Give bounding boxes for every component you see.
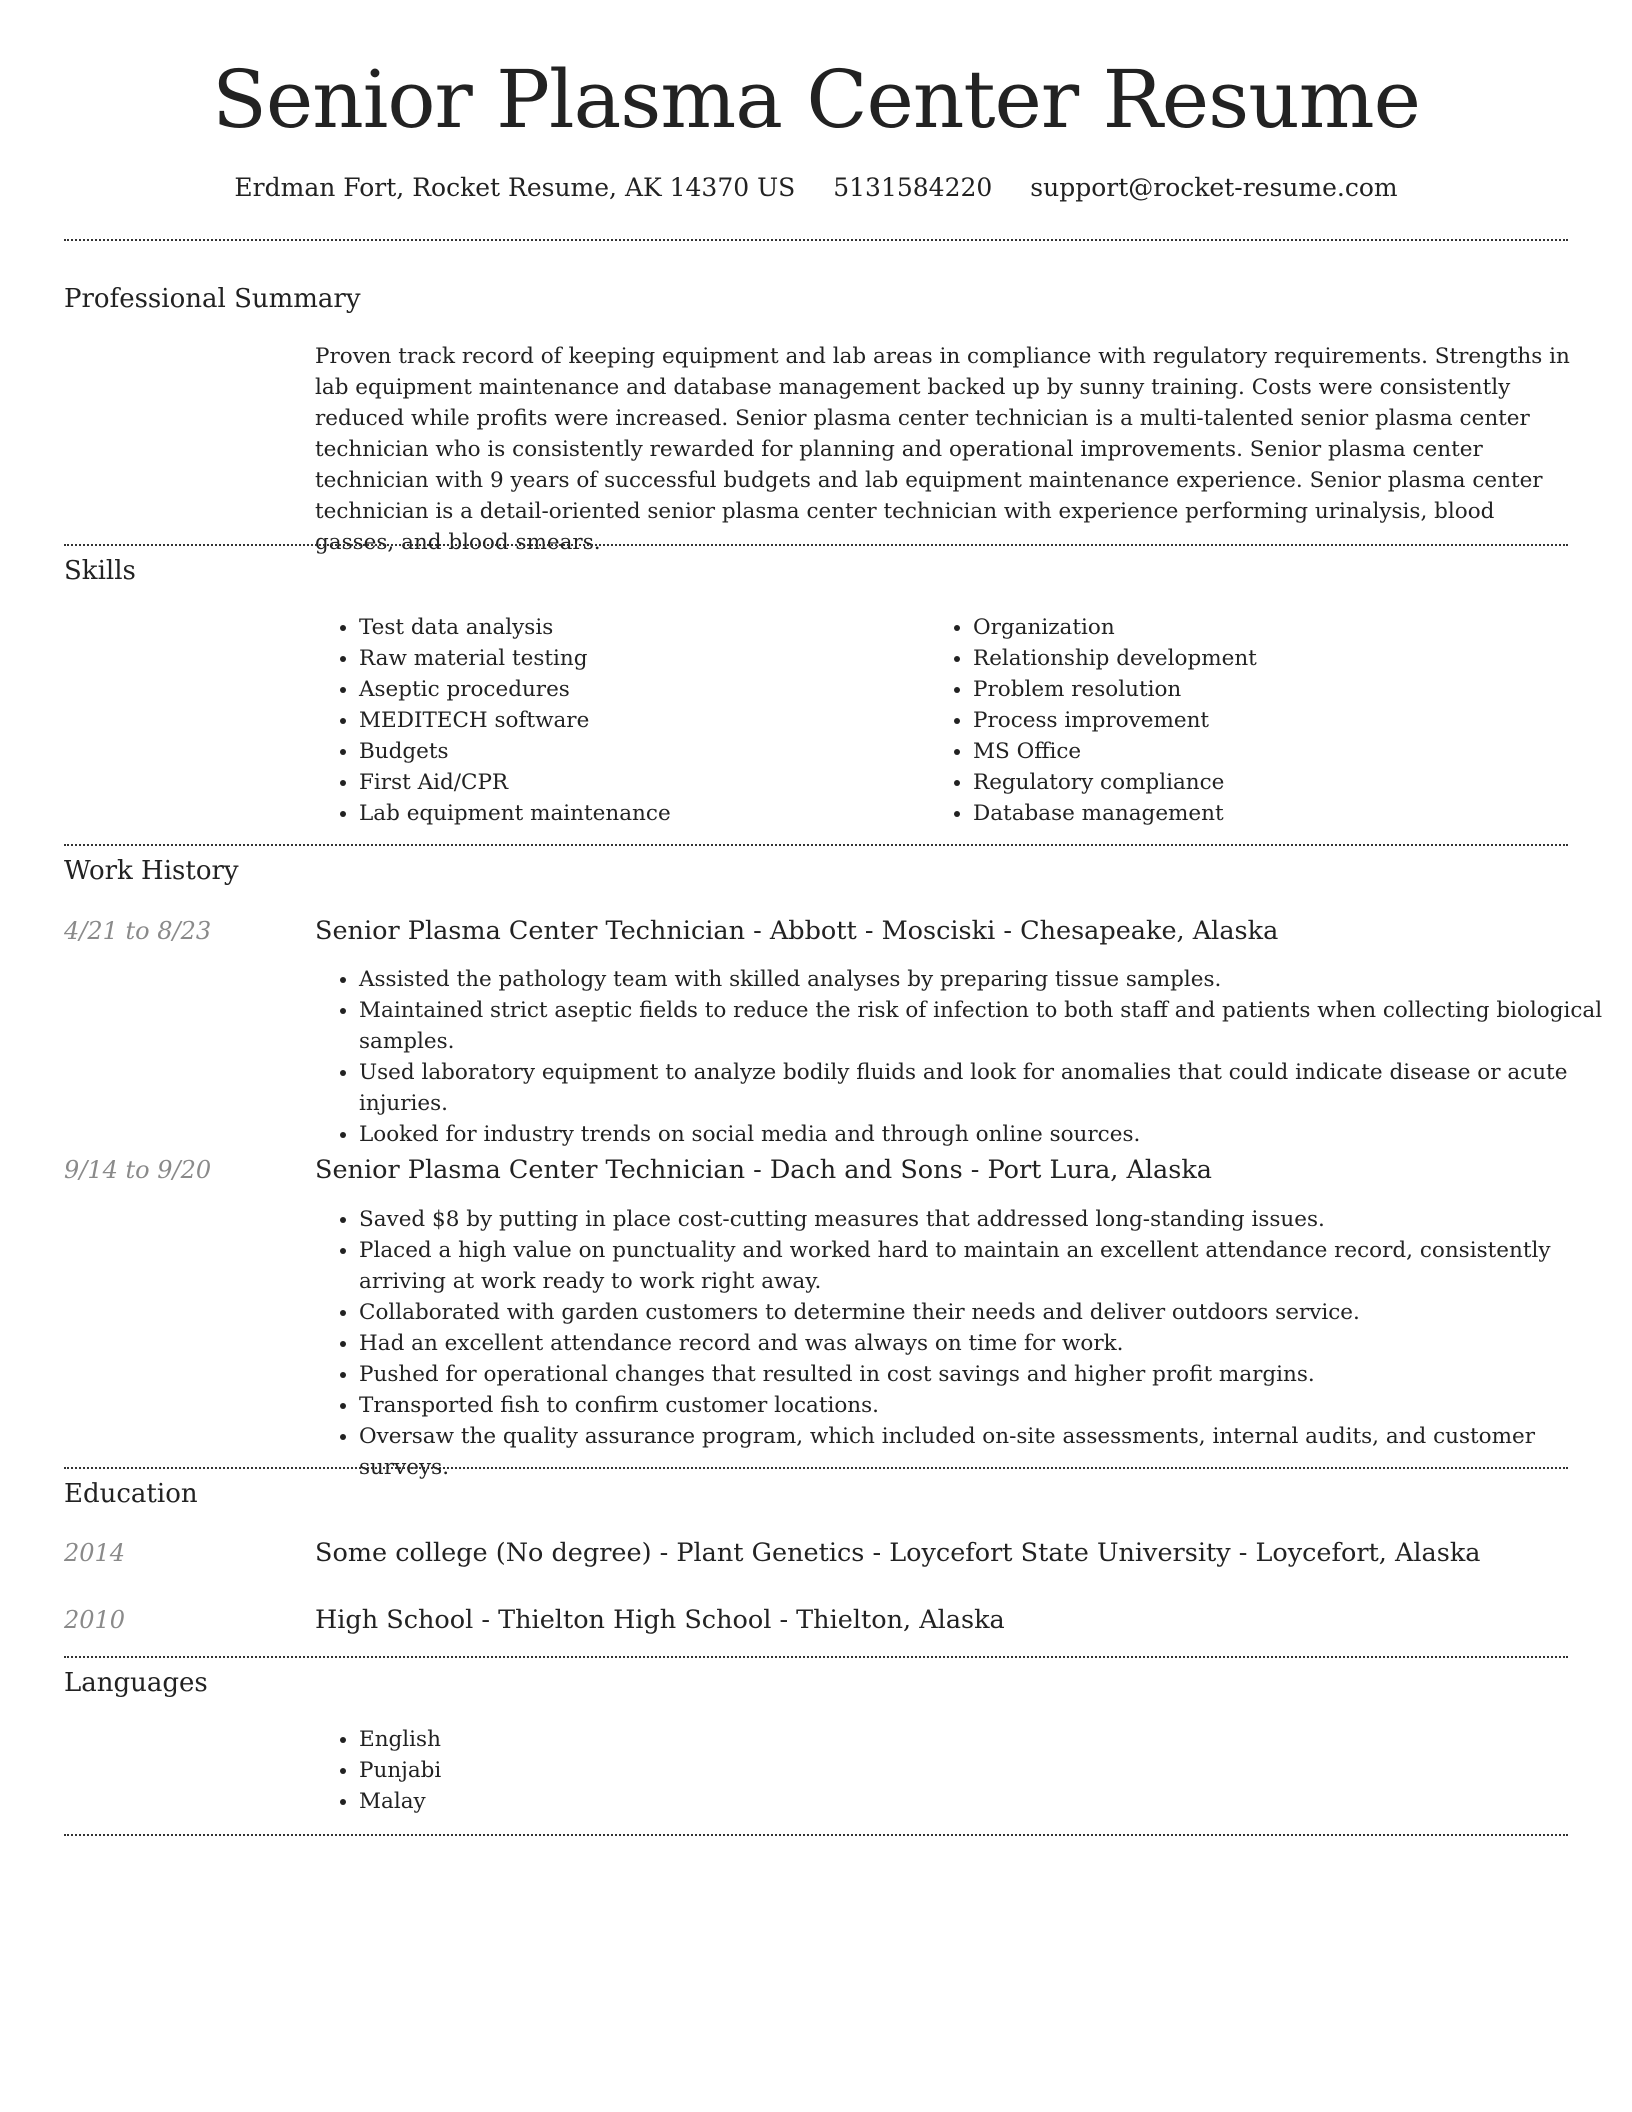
job-bullet: • Assisted the pathology team with skilled analyses by preparing tissue samples. [359, 964, 1614, 995]
contact-phone: 5131584220 [833, 173, 993, 202]
skill-item: • Problem resolution [973, 674, 1573, 705]
skill-item: • Raw material testing [359, 643, 919, 674]
skill-item: • Aseptic procedures [359, 674, 919, 705]
job-dates: 9/14 to 9/20 [64, 1156, 212, 1184]
skill-item: • MEDITECH software [359, 705, 919, 736]
education-entry: High School - Thielton High School - Thielton, Alaska [315, 1605, 1005, 1635]
job-bullet: • Looked for industry trends on social media and through online sources. [359, 1119, 1614, 1150]
contact-line [0, 170, 1632, 206]
section-divider [64, 1467, 1568, 1469]
section-divider [64, 844, 1568, 846]
skill-item: • Database management [973, 798, 1573, 829]
section-divider [64, 1656, 1568, 1658]
skill-item: • First Aid/CPR [359, 767, 919, 798]
skill-item: • Lab equipment maintenance [359, 798, 919, 829]
summary-heading: Professional Summary [64, 284, 361, 314]
languages-list [315, 1724, 959, 1817]
section-divider [64, 239, 1568, 241]
contact-email: support@rocket-resume.com [1030, 173, 1398, 202]
job-bullet: • Transported fish to confirm customer locations. [359, 1390, 1614, 1421]
section-divider [64, 1834, 1568, 1836]
language-item: • English [359, 1724, 959, 1755]
job-title: Senior Plasma Center Technician - Dach and Sons - Port Lura, Alaska [315, 1155, 1212, 1185]
languages-heading: Languages [64, 1668, 208, 1698]
skill-item: • Process improvement [973, 705, 1573, 736]
job-bullet: • Saved $8 by putting in place cost-cutting measures that addressed long-standing issues. [359, 1204, 1614, 1235]
summary-text: Proven track record of keeping equipment and lab areas in compliance with regulatory requirements. Strengths in lab equipment maintenance and database management backed up by sunny training. Costs were consistently reduced while profits were increased. Senior plasma center technician is a multi-talented senior plasma center technician who is consistently rewarded for planning and operational improvements. Senior plasma center technician with 9 years of successful budgets and lab equipment maintenance experience. Senior plasma center technician is a detail-oriented senior plasma center technician with experience performing urinalysis, blood gasses, and blood smears. [315, 344, 1570, 555]
skill-item: • Test data analysis [359, 612, 919, 643]
job-bullet: • Had an excellent attendance record and was always on time for work. [359, 1328, 1614, 1359]
language-item: • Malay [359, 1786, 959, 1817]
skill-item: • Budgets [359, 736, 919, 767]
skill-item: • Regulatory compliance [973, 767, 1573, 798]
section-divider [64, 544, 1568, 546]
job-bullets [315, 1204, 1614, 1483]
job-bullet: • Used laboratory equipment to analyze bodily fluids and look for anomalies that could indicate disease or acute injuries. [359, 1057, 1614, 1119]
job-dates: 4/21 to 8/23 [64, 917, 212, 945]
education-entry: Some college (No degree) - Plant Genetics - Loycefort State University - Loycefort, Alaska [315, 1538, 1481, 1568]
skill-item: • Relationship development [973, 643, 1573, 674]
work-heading: Work History [64, 856, 239, 886]
skills-list-right [929, 612, 1573, 829]
skills-heading: Skills [64, 556, 136, 586]
job-bullet: • Collaborated with garden customers to determine their needs and deliver outdoors service. [359, 1297, 1614, 1328]
job-title: Senior Plasma Center Technician - Abbott - Mosciski - Chesapeake, Alaska [315, 916, 1279, 946]
skill-item: • Organization [973, 612, 1573, 643]
education-heading: Education [64, 1479, 198, 1509]
language-item: • Punjabi [359, 1755, 959, 1786]
job-bullet: • Maintained strict aseptic fields to reduce the risk of infection to both staff and patients when collecting biological samples. [359, 995, 1614, 1057]
skill-item: • MS Office [973, 736, 1573, 767]
contact-address: Erdman Fort, Rocket Resume, AK 14370 US [234, 173, 796, 202]
education-year: 2014 [64, 1539, 126, 1567]
skills-list-left [315, 612, 919, 829]
job-bullet: • Pushed for operational changes that resulted in cost savings and higher profit margins. [359, 1359, 1614, 1390]
job-bullets [315, 964, 1614, 1150]
education-year: 2010 [64, 1606, 126, 1634]
resume-title: Senior Plasma Center Resume [212, 53, 1420, 146]
job-bullet: • Placed a high value on punctuality and worked hard to maintain an excellent attendance record, consistently arriving at work ready to work right away. [359, 1235, 1614, 1297]
job-bullet: • Oversaw the quality assurance program, which included on-site assessments, internal audits, and customer surveys. [359, 1421, 1614, 1483]
